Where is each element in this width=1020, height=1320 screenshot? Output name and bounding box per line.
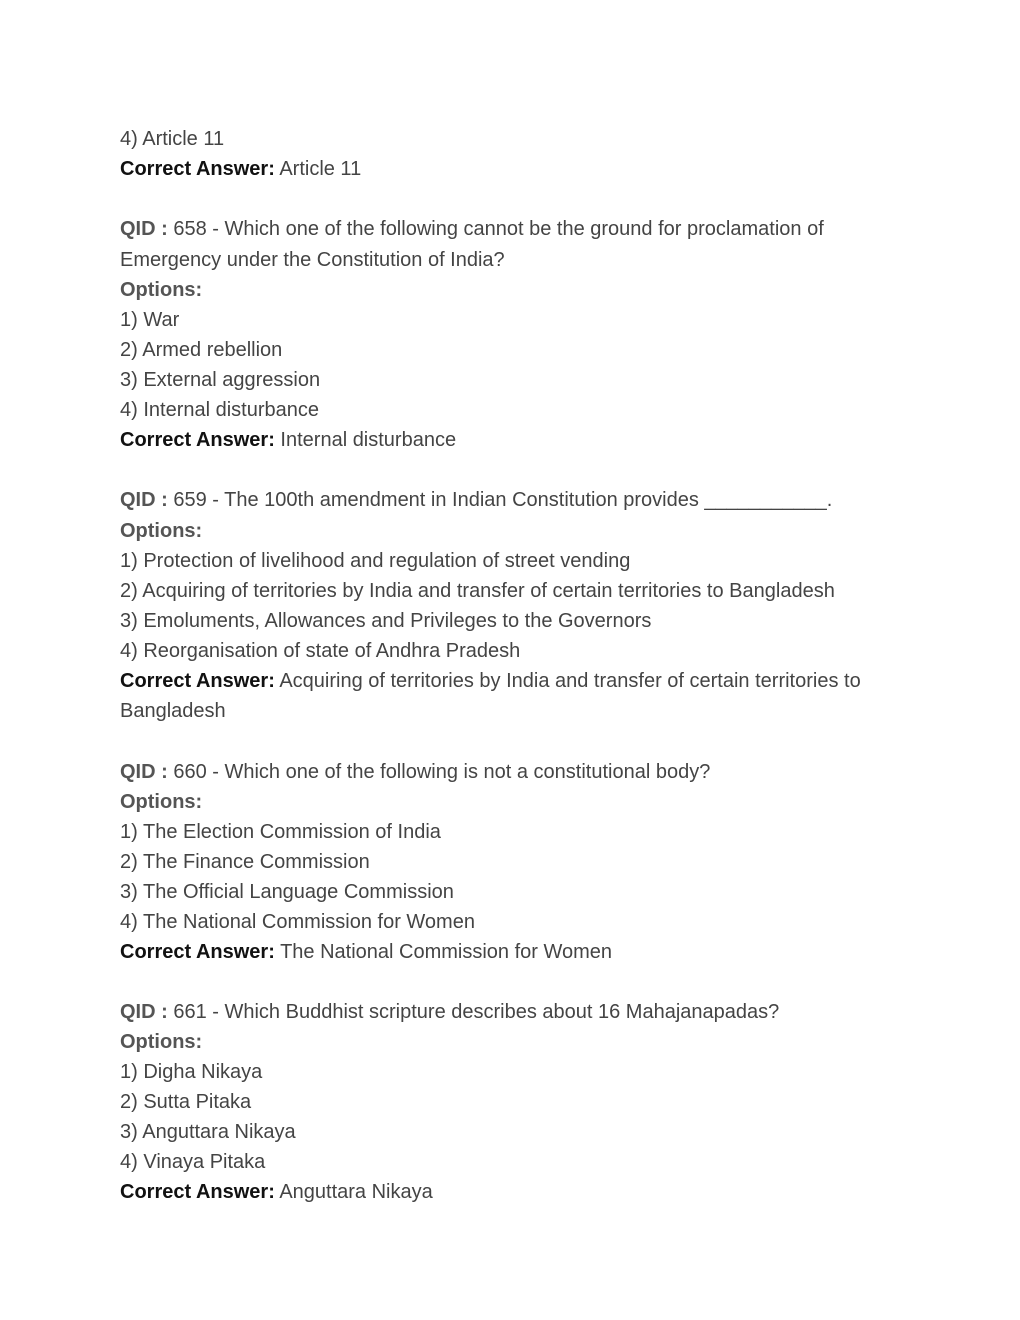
options-label: Options: [120, 790, 203, 813]
question-body: 661 - Which Buddhist scripture describes about 16 Mahajanapadas? [173, 1000, 780, 1023]
question-block [120, 757, 900, 967]
question-text [120, 757, 900, 787]
option-item: 3) Anguttara Nikaya [120, 1120, 296, 1143]
option-item: 1) The Election Commission of India [120, 820, 441, 843]
qid-label: QID : [120, 760, 168, 783]
question-body: 658 - Which one of the following cannot be the ground for proclamation of Emergency under the Constitution of India? [120, 218, 824, 271]
option-item: 2) Sutta Pitaka [120, 1090, 252, 1113]
options-label: Options: [120, 1030, 203, 1053]
document-page [120, 124, 900, 1207]
option-item: 2) The Finance Commission [120, 850, 370, 873]
correct-answer-value: Internal disturbance [280, 429, 457, 451]
previous-question-tail [120, 124, 900, 184]
question-body: 660 - Which one of the following is not a constitutional body? [173, 760, 711, 783]
option-item: 4) Vinaya Pitaka [120, 1150, 266, 1173]
question-block [120, 997, 900, 1207]
option-item: 3) The Official Language Commission [120, 880, 454, 903]
question-block [120, 214, 900, 455]
correct-answer-value: The National Commission for Women [280, 940, 613, 963]
option-item: 1) Protection of livelihood and regulation of street vending [120, 549, 631, 572]
option-item: 4) Internal disturbance [120, 399, 320, 421]
options-label: Options: [120, 279, 203, 301]
correct-answer-label: Correct Answer: [120, 669, 275, 692]
option-item: 1) Digha Nikaya [120, 1060, 263, 1083]
correct-answer-line [120, 1177, 900, 1207]
correct-answer-label: Correct Answer: [120, 429, 275, 451]
correct-answer-label: Correct Answer: [120, 158, 275, 180]
correct-answer-line [120, 425, 900, 455]
correct-answer-value: Anguttara Nikaya [279, 1180, 433, 1203]
correct-answer-label: Correct Answer: [120, 1180, 275, 1203]
options-label: Options: [120, 519, 203, 542]
correct-answer-label: Correct Answer: [120, 940, 275, 963]
correct-answer-line [120, 154, 900, 184]
qid-label: QID : [120, 489, 168, 511]
question-body: 659 - The 100th amendment in Indian Constitution provides ___________. [173, 489, 833, 511]
question-text [120, 485, 900, 516]
correct-answer-value: Acquiring of territories by India and transfer of certain territories to Bangladesh [120, 669, 861, 722]
correct-answer-line [120, 666, 900, 727]
option-item: 2) Armed rebellion [120, 339, 283, 361]
qid-label: QID : [120, 218, 168, 240]
option-item: 3) External aggression [120, 369, 321, 391]
option-item: 4) Reorganisation of state of Andhra Pradesh [120, 639, 521, 662]
question-text [120, 214, 900, 275]
question-text [120, 997, 900, 1027]
qid-label: QID : [120, 1000, 168, 1023]
question-block [120, 485, 900, 727]
option-item: 1) War [120, 309, 180, 331]
correct-answer-value: Article 11 [279, 158, 362, 180]
option-item: 4) Article 11 [120, 128, 225, 150]
option-item: 3) Emoluments, Allowances and Privileges to the Governors [120, 609, 652, 632]
option-item: 2) Acquiring of territories by India and transfer of certain territories to Bangladesh [120, 579, 835, 602]
option-item: 4) The National Commission for Women [120, 910, 475, 933]
correct-answer-line [120, 937, 900, 967]
